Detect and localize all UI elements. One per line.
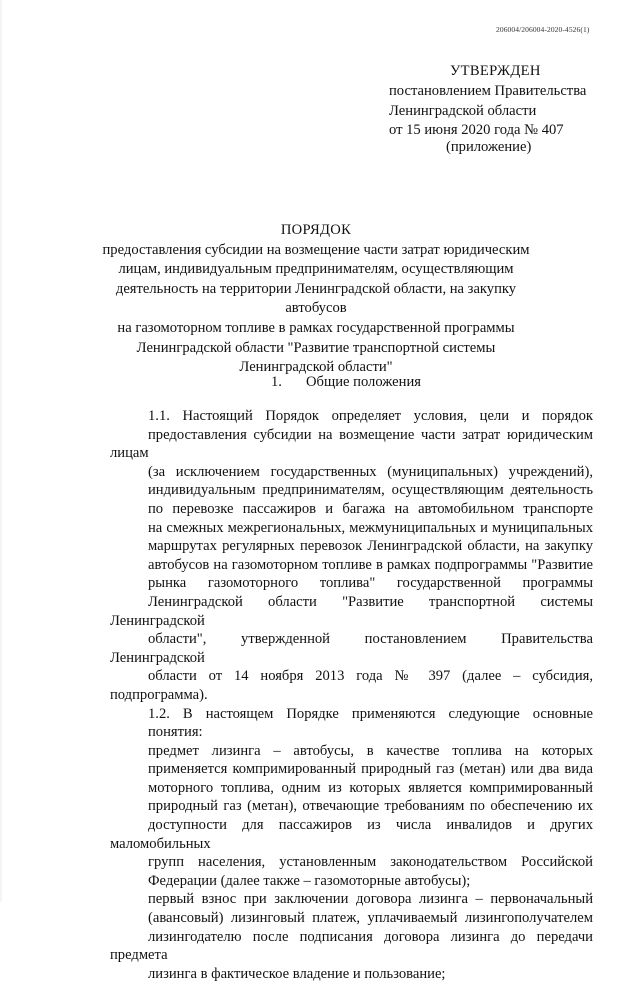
paragraph-line: предоставления субсидии на возмещение части затрат юридическим лицам [110,426,593,462]
section-number: 1. [271,374,282,390]
paragraph-line: 1.2. В настоящем Порядке применяются следующие основные [148,705,593,722]
paragraph-line: области от 14 ноября 2013 года № 397 (далее – субсидия, подпрограмма). [110,668,593,703]
approval-line-region: Ленинградской области [389,103,537,119]
paragraph-line: рынка газомоторного топлива" государственной программы [148,575,593,592]
document-title-heading: ПОРЯДОК [280,222,352,238]
title-line: предоставления субсидии на возмещение части затрат юридическим [102,241,530,258]
title-line: деятельность на территории Ленинградской области, на закупку автобусов [115,280,517,317]
paragraph-line: по перевозке пассажиров и багажа на автомобильном транспорте [148,500,593,517]
document-body [110,407,593,983]
paragraph-line: Федерации (далее также – газомоторные автобусы); [148,872,471,889]
paragraph-line: групп населения, установленным законодательством Российской [148,854,593,871]
paragraph-line: на смежных межрегиональных, межмуниципальных и муниципальных [148,519,593,536]
title-line: лицам, индивидуальным предпринимателям, осуществляющим [118,261,514,278]
approval-line-date: от 15 июня 2020 года № 407 [389,122,564,138]
paragraph-line: индивидуальным предпринимателям, осуществляющим деятельность [148,482,593,499]
paragraph-line: 1.1. Настоящий Порядок определяет условия, цели и порядок [148,408,593,424]
scan-edge [0,0,2,902]
paragraph-line: предмет лизинга – автобусы, в качестве топлива на которых [148,742,593,759]
paragraph-1-2 [110,705,593,742]
paragraph-line: природный газ (метан), отвечающие требованиям по обеспечению их [148,798,593,815]
paragraph-line: (авансовый) лизинговый платеж, уплачиваемый лизингополучателем [148,910,593,927]
document-title-block [88,221,544,378]
paragraph-line: применяется компримированный природный газ (метан) или два вида [148,761,593,778]
approval-line-resolution: постановлением Правительства [389,83,587,99]
document-id-code: 206004/206004-2020-4526(1) [496,25,590,34]
title-line: на газомоторном топливе в рамках государственной программы [117,319,515,336]
paragraph-line: лизингодателю после подписания договора лизинга до передачи предмета [110,928,593,964]
paragraph-line: области", утвержденной постановлением Правительства Ленинградской [110,631,593,666]
section-title: Общие положения [306,374,421,390]
paragraph-line: Ленинградской области "Развитие транспортной системы Ленинградской [110,593,593,629]
paragraph-line: первый взнос при заключении договора лизинга – первоначальный [148,891,593,908]
title-line: Ленинградской области "Развитие транспортной системы [136,339,496,356]
paragraph-line: маршрутах регулярных перевозок Ленинградской области, на закупку [148,538,593,555]
paragraph-line: (за исключением государственных (муниципальных) учреждений), [148,463,593,480]
approval-heading: УТВЕРЖДЕН [450,63,541,79]
paragraph-leasing-subject [110,742,593,891]
paragraph-line: моторного топлива, одним из которых является компримированный [148,779,593,796]
paragraph-line: доступности для пассажиров из числа инвалидов и других маломобильных [110,817,593,852]
paragraph-line: автобусов на газомоторном топливе в рамках подпрограммы "Развитие [148,556,593,573]
title-line: Ленинградской области" [239,359,393,376]
paragraph-first-payment [110,890,593,983]
paragraph-1-1 [110,407,593,705]
paragraph-line: лизинга в фактическое владение и пользование; [148,965,446,982]
paragraph-line: понятия: [148,724,203,741]
approval-line-annex: (приложение) [446,139,532,155]
